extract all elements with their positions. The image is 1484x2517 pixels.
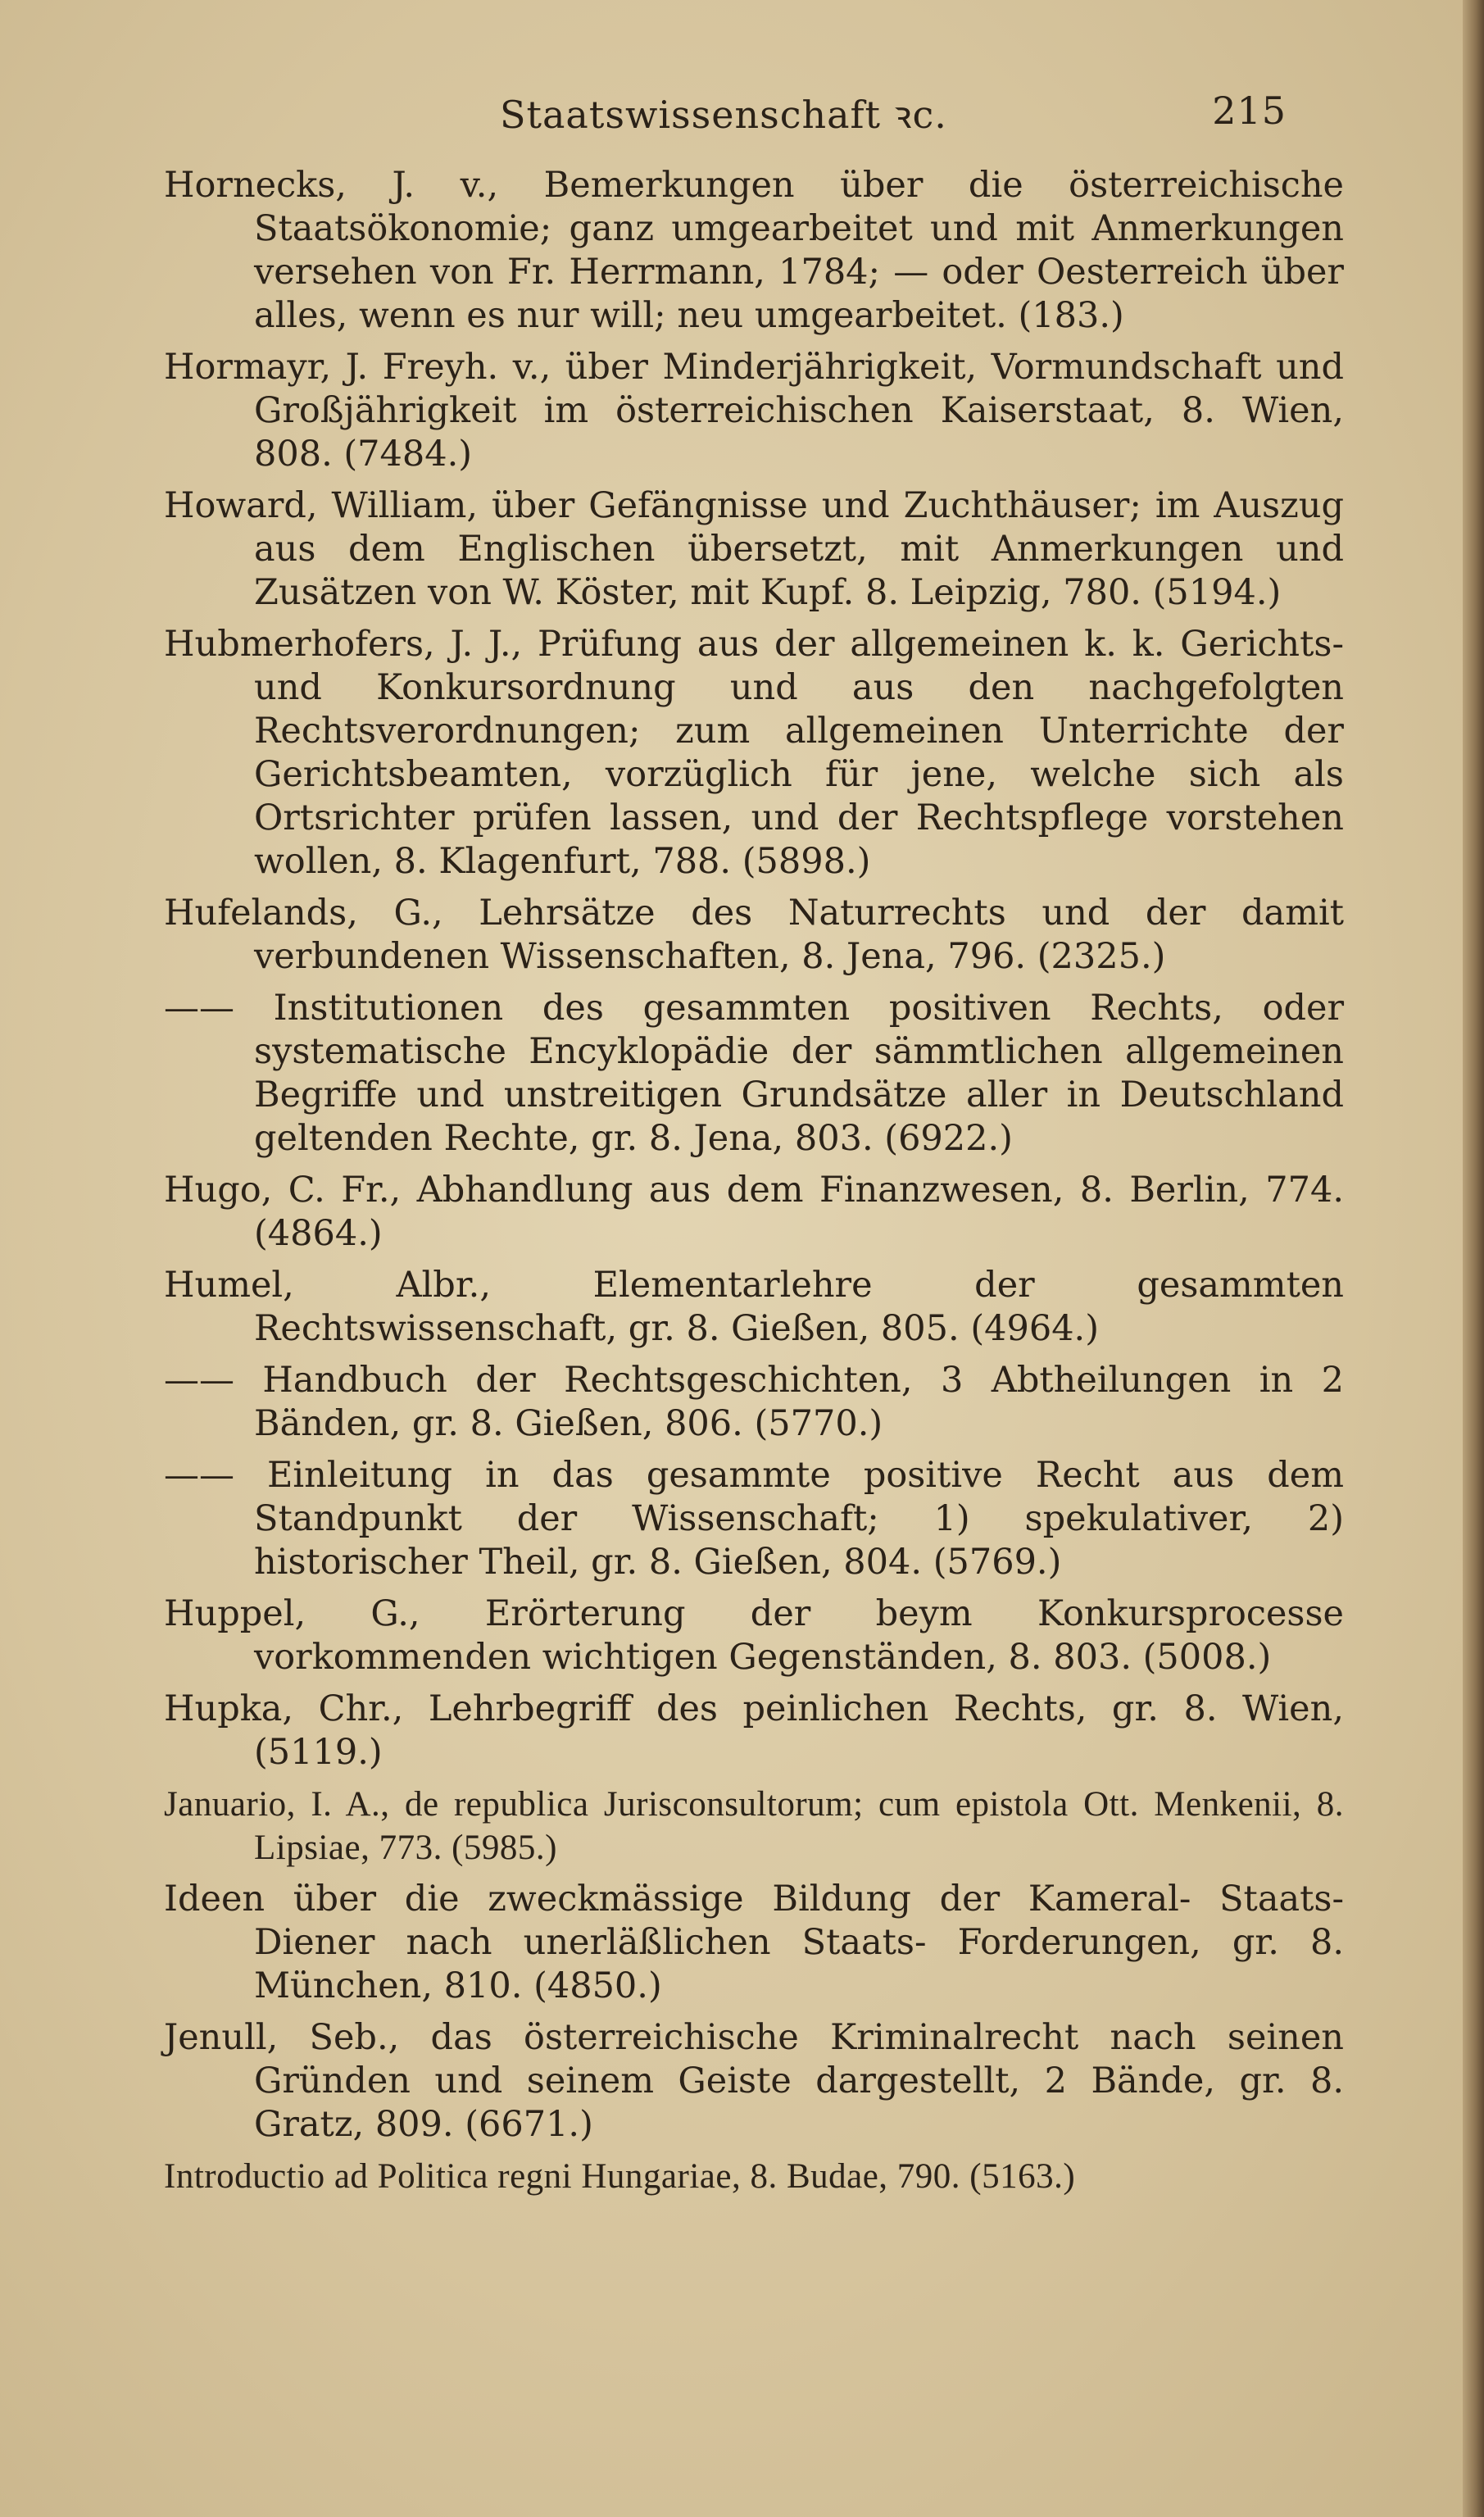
bibliography-entry: Humel, Albr., Elementarlehre der gesammten Rechtswissenschaft, gr. 8. Gießen, 805. (4964.) (164, 1265, 1344, 1349)
bibliography-entry: Ideen über die zweckmässige Bildung der Kameral- Staats- Diener nach unerläßlichen Staats- Forderungen, gr. 8. München, 810. (4850.) (164, 1879, 1344, 2006)
bibliography-list (164, 164, 1344, 2206)
bibliography-entry: —— Einleitung in das gesammte positive Recht aus dem Standpunkt der Wissenschaft; 1) spekulativer, 2) historischer Theil, gr. 8. Gießen, 804. (5769.) (164, 1455, 1344, 1583)
bibliography-entry: Howard, William, über Gefängnisse und Zuchthäuser; im Auszug aus dem Englischen übersetzt, mit Anmerkungen und Zusätzen von W. Köster, mit Kupf. 8. Leipzig, 780. (5194.) (164, 485, 1344, 613)
bibliography-entry: Hugo, C. Fr., Abhandlung aus dem Finanzwesen, 8. Berlin, 774. (4864.) (164, 1170, 1344, 1254)
bibliography-entry: Jenull, Seb., das österreichische Kriminalrecht nach seinen Gründen und seinem Geiste dargestellt, 2 Bände, gr. 8. Gratz, 809. (6671.) (164, 2017, 1344, 2145)
bibliography-entry: Hornecks, J. v., Bemerkungen über die österreichische Staatsökonomie; ganz umgearbeitet und mit Anmerkungen versehen von Fr. Herrmann, 1784; — oder Oesterreich über alles, wenn es nur will; neu umgearbeitet. (183.) (164, 165, 1344, 336)
running-title: Staatswissenschaft ꝛc. (500, 93, 947, 137)
page-number: 215 (1212, 89, 1287, 133)
bibliography-entry: —— Institutionen des gesammten positiven Rechts, oder systematische Encyklopädie der sämmtlichen allgemeinen Begriffe und unstreitigen Grundsätze aller in Deutschland geltenden Rechte, gr. 8. Jena, 803. (6922.) (164, 988, 1344, 1159)
page-header (500, 89, 1287, 146)
bibliography-entry: —— Handbuch der Rechtsgeschichten, 3 Abtheilungen in 2 Bänden, gr. 8. Gießen, 806. (5770.) (164, 1360, 1344, 1444)
bibliography-entry: Hufelands, G., Lehrsätze des Naturrechts und der damit verbundenen Wissenschaften, 8. Jena, 796. (2325.) (164, 893, 1344, 977)
bibliography-entry: Huppel, G., Erörterung der beym Konkursprocesse vorkommenden wichtigen Gegenständen, 8. 803. (5008.) (164, 1593, 1344, 1678)
page-edge (1463, 0, 1484, 2517)
bibliography-entry: Hormayr, J. Freyh. v., über Minderjährigkeit, Vormundschaft und Großjährigkeit im österreichischen Kaiserstaat, 8. Wien, 808. (7484.) (164, 347, 1344, 475)
bibliography-entry: Hubmerhofers, J. J., Prüfung aus der allgemeinen k. k. Gerichts- und Konkursordnung und aus den nachgefolgten Rechtsverordnungen; zum allgemeinen Unterrichte der Gerichtsbeamten, vorzüglich für jene, welche sich als Ortsrichter prüfen lassen, und der Rechtspflege vorstehen wollen, 8. Klagenfurt, 788. (5898.) (164, 624, 1344, 882)
bibliography-entry: Hupka, Chr., Lehrbegriff des peinlichen Rechts, gr. 8. Wien, (5119.) (164, 1688, 1344, 1773)
bibliography-entry-latin: Januario, I. A., de republica Jurisconsultorum; cum epistola Ott. Menkenii, 8. Lipsiae, 773. (5985.) (164, 1785, 1344, 1867)
bibliography-entry-latin: Introductio ad Politica regni Hungariae, 8. Budae, 790. (5163.) (164, 2157, 1076, 2196)
